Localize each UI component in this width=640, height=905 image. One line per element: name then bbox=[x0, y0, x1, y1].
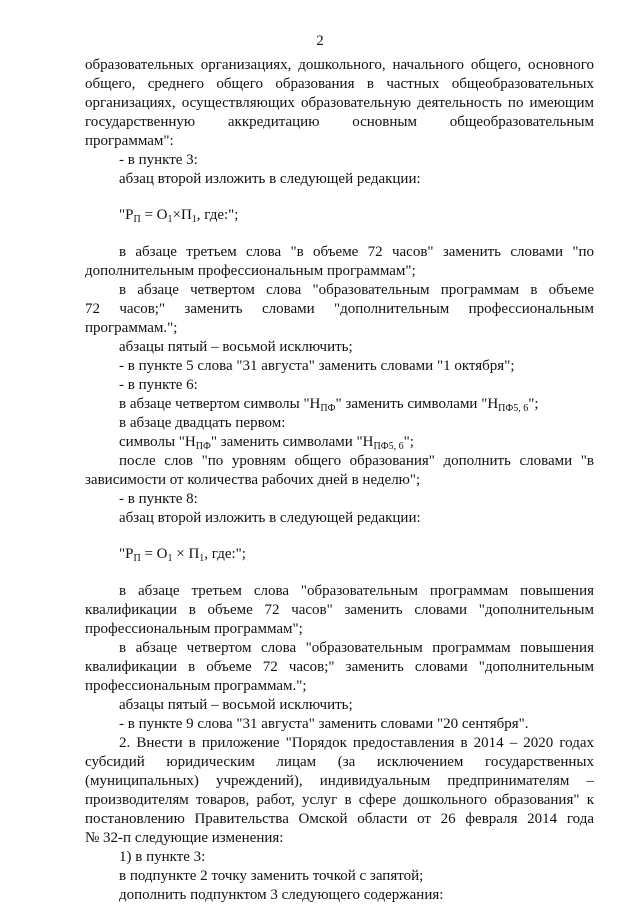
text-line: государственную аккредитацию основным общеобразовательным bbox=[85, 114, 594, 130]
paragraph-first-line: абзац второй изложить в следующей редакции: bbox=[119, 510, 421, 526]
text-line: организациях, осуществляющих образовательную деятельность по имеющим bbox=[85, 95, 594, 111]
formula-text: = О bbox=[140, 546, 168, 562]
paragraph-first-line: - в пункте 3: bbox=[119, 152, 198, 168]
paragraph-first-line: - в пункте 9 слова "31 августа" заменить словами "20 сентября". bbox=[119, 716, 529, 732]
text-line: общего, среднего общего образования в частных общеобразовательных bbox=[85, 76, 594, 92]
symbol-subscript: ПФ bbox=[320, 403, 336, 414]
paragraph-first-line: после слов "по уровням общего образования" дополнить словами "в bbox=[119, 453, 594, 469]
paragraph-first-line: в абзаце двадцать первом: bbox=[119, 415, 286, 431]
text-line: № 32-п следующие изменения: bbox=[85, 830, 284, 846]
page-number: 2 bbox=[316, 33, 324, 49]
paragraph-first-line: абзацы пятый – восьмой исключить; bbox=[119, 697, 353, 713]
line-text: " заменить символами "Н bbox=[210, 434, 374, 450]
formula-subscript: 1 bbox=[191, 214, 197, 225]
text-line: программам."; bbox=[85, 320, 178, 336]
symbol-subscript: ПФ5, 6 bbox=[373, 441, 404, 452]
formula-subscript: 1 bbox=[167, 553, 173, 564]
formula-line bbox=[119, 545, 628, 564]
paragraph-first-line: в абзаце третьем слова "образовательным программам повышения bbox=[119, 583, 594, 599]
paragraph-first-line: - в пункте 6: bbox=[119, 377, 198, 393]
text-line: 72 часов;" заменить словами "дополнительным профессиональным bbox=[85, 301, 594, 317]
text-line: профессиональным программам."; bbox=[85, 678, 307, 694]
text-line: программам": bbox=[85, 133, 174, 149]
formula-text: "Р bbox=[119, 546, 134, 562]
paragraph-first-line: 1) в пункте 3: bbox=[119, 849, 206, 865]
paragraph-first-line: дополнить подпунктом 3 следующего содержания: bbox=[119, 887, 444, 903]
formula-text: , где:"; bbox=[196, 207, 239, 223]
text-line: производителям товаров, работ, услуг в сфере дошкольного образования" к bbox=[85, 792, 594, 808]
paragraph-first-line: - в пункте 5 слова "31 августа" заменить словами "1 октября"; bbox=[119, 358, 515, 374]
paragraph-first-line: в подпункте 2 точку заменить точкой с запятой; bbox=[119, 868, 424, 884]
text-line: (муниципальных) учреждений), индивидуальным предпринимателям – bbox=[85, 773, 594, 789]
formula-subscript: 1 bbox=[167, 214, 173, 225]
formula-subscript: 1 bbox=[199, 553, 205, 564]
text-line: квалификации в объеме 72 часов" заменить словами "дополнительным bbox=[85, 602, 594, 618]
formula-text: "Р bbox=[119, 207, 134, 223]
line-text: в абзаце четвертом символы "Н bbox=[119, 396, 321, 412]
text-line: постановлению Правительства Омской области от 26 февраля 2014 года bbox=[85, 811, 594, 827]
paragraph-first-line: абзацы пятый – восьмой исключить; bbox=[119, 339, 353, 355]
formula-subscript: П bbox=[133, 214, 141, 225]
formula-text: , где:"; bbox=[204, 546, 246, 562]
text-line: образовательных организациях, дошкольного, начального общего, основного bbox=[85, 57, 594, 73]
paragraph-first-line: в абзаце четвертом слова "образовательным программам повышения bbox=[119, 640, 594, 656]
paragraph-first-line: - в пункте 8: bbox=[119, 491, 198, 507]
text-line: квалификации в объеме 72 часов;" заменить словами "дополнительным bbox=[85, 659, 594, 675]
symbol-subscript: ПФ bbox=[195, 441, 211, 452]
formula-text: × П bbox=[172, 546, 200, 562]
formula-subscript: П bbox=[133, 553, 141, 564]
paragraph-first-line: абзац второй изложить в следующей редакции: bbox=[119, 171, 421, 187]
text-line: дополнительным профессиональным программам"; bbox=[85, 263, 416, 279]
paragraph-first-line: 2. Внести в приложение "Порядок предоставления в 2014 – 2020 годах bbox=[119, 735, 594, 751]
text-line-with-subscript bbox=[119, 395, 594, 414]
line-text: "; bbox=[403, 434, 414, 450]
formula-text: ×П bbox=[172, 207, 192, 223]
symbol-subscript: ПФ5, 6 bbox=[498, 403, 529, 414]
formula-line bbox=[119, 206, 628, 225]
text-line: зависимости от количества рабочих дней в неделю"; bbox=[85, 472, 421, 488]
line-text: " заменить символами "Н bbox=[335, 396, 499, 412]
paragraph-first-line: в абзаце третьем слова "в объеме 72 часов" заменить словами "по bbox=[119, 244, 594, 260]
paragraph-first-line: в абзаце четвертом слова "образовательным программам в объеме bbox=[119, 282, 594, 298]
text-line-with-subscript bbox=[119, 433, 594, 452]
line-text: "; bbox=[528, 396, 539, 412]
text-line: субсидий юридическим лицам (за исключением государственных bbox=[85, 754, 594, 770]
formula-text: = О bbox=[140, 207, 168, 223]
text-line: профессиональным программам"; bbox=[85, 621, 303, 637]
line-text: символы "Н bbox=[119, 434, 196, 450]
